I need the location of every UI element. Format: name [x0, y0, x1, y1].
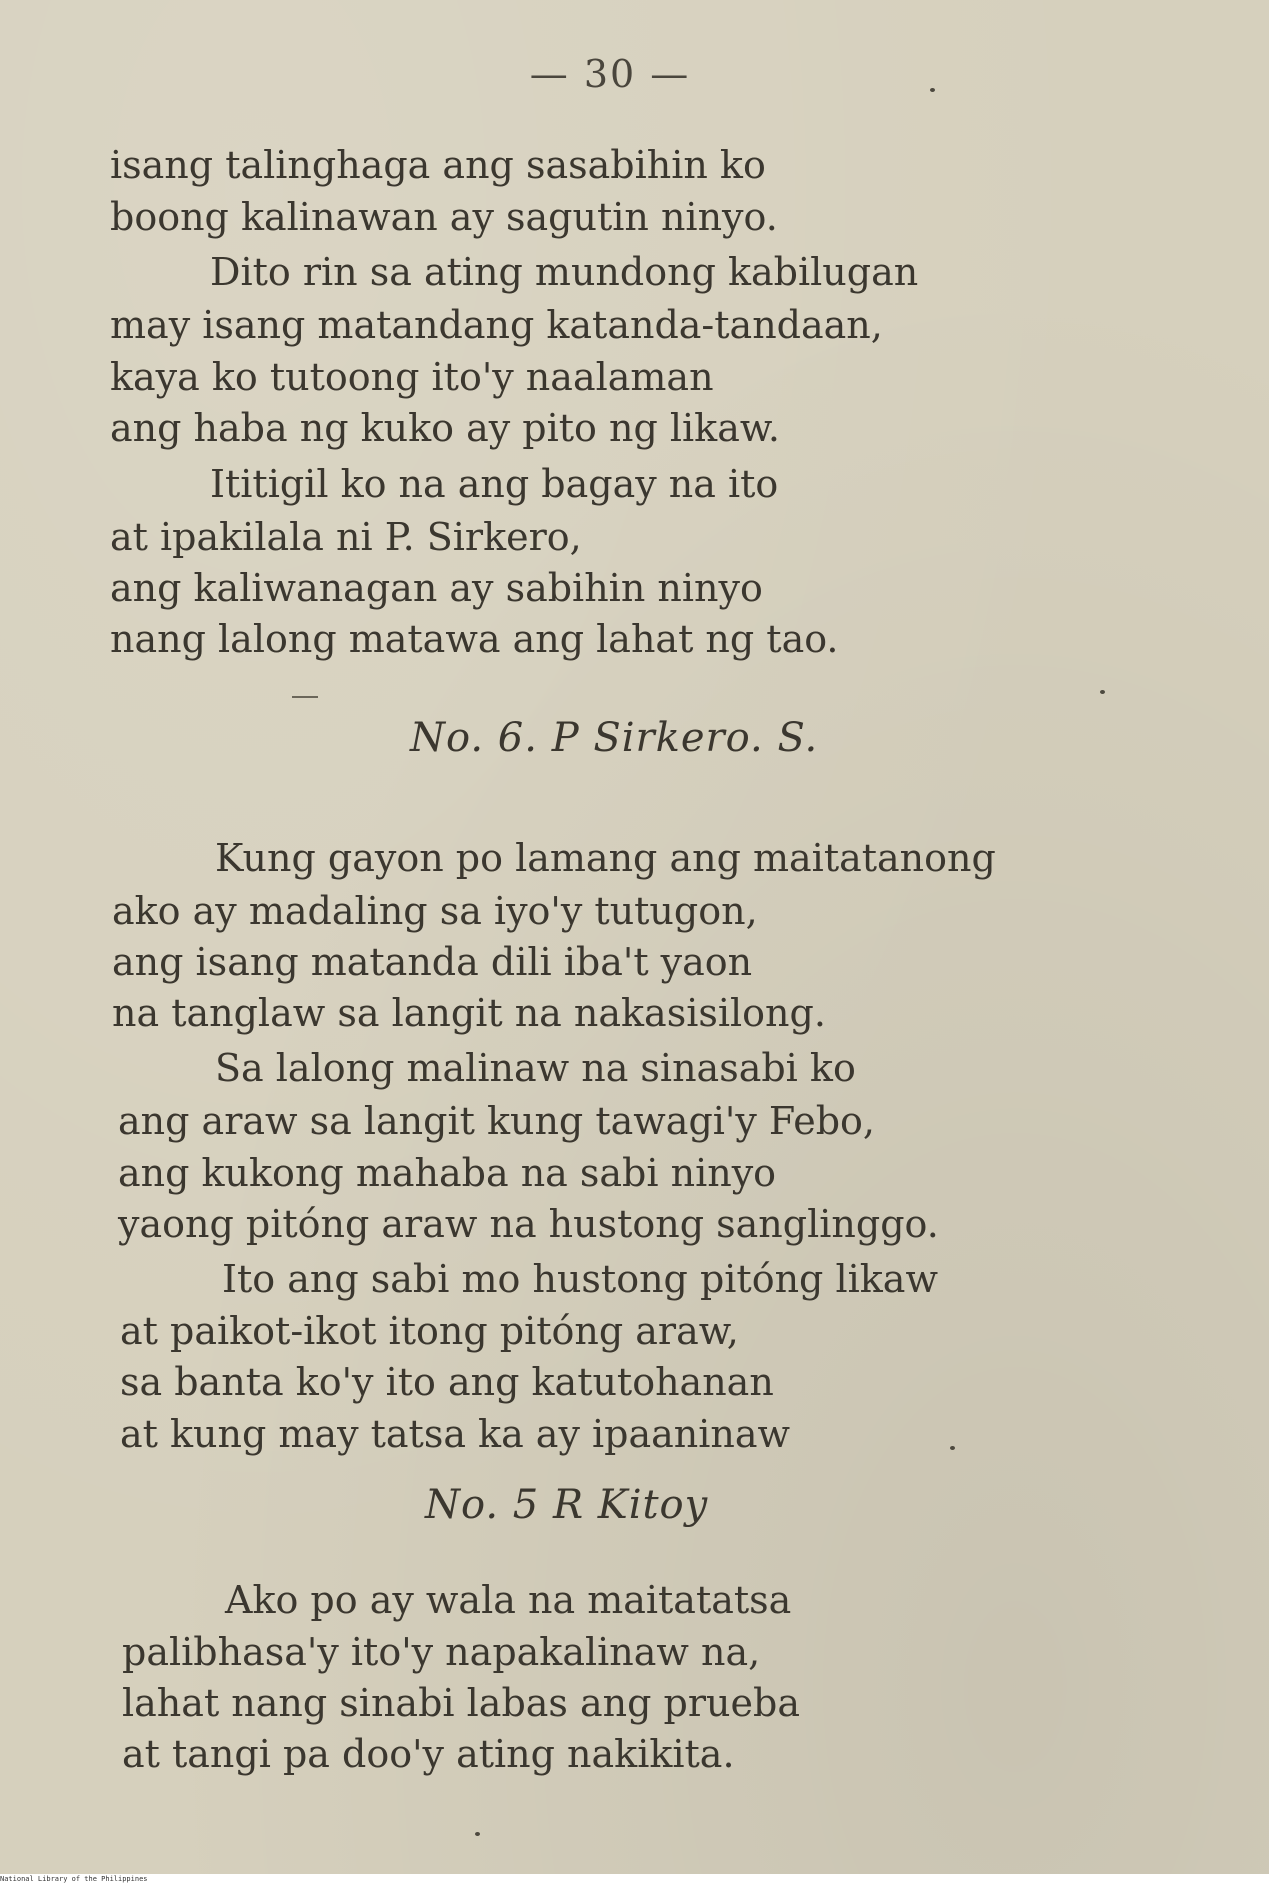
scan-speck [475, 1832, 480, 1836]
poem-line: ako ay madaling sa iyo'y tutugon, [112, 889, 758, 933]
poem-line: nang lalong matawa ang lahat ng tao. [110, 617, 839, 661]
poem-line: at ipakilala ni P. Sirkero, [110, 515, 582, 559]
poem-line: at paikot-ikot itong pitóng araw, [120, 1309, 739, 1353]
poem-line: lahat nang sinabi labas ang prueba [122, 1681, 800, 1725]
poem-line: Ititigil ko na ang bagay na ito [210, 462, 779, 506]
divider-dash [292, 696, 318, 698]
poem-line: sa banta ko'y ito ang katutohanan [120, 1360, 774, 1404]
poem-line: ang araw sa langit kung tawagi'y Febo, [118, 1099, 875, 1143]
poem-line: ang isang matanda dili iba't yaon [112, 940, 753, 984]
section-heading: No. 5 R Kitoy [425, 1482, 709, 1528]
poem-line: ang kaliwanagan ay sabihin ninyo [110, 566, 763, 610]
poem-line: isang talinghaga ang sasabihin ko [110, 143, 766, 187]
poem-line: palibhasa'y ito'y napakalinaw na, [122, 1630, 761, 1674]
poem-line: at tangi pa doo'y ating nakikita. [122, 1732, 735, 1776]
poem-line: yaong pitóng araw na hustong sanglinggo. [118, 1202, 939, 1246]
poem-line: may isang matandang katanda-tandaan, [110, 303, 883, 347]
poem-line: Ito ang sabi mo hustong pitóng likaw [222, 1257, 938, 1301]
scan-speck [950, 1446, 955, 1450]
poem-line: na tanglaw sa langit na nakasisilong. [112, 991, 826, 1035]
scan-speck [930, 88, 935, 92]
poem-line: Dito rin sa ating mundong kabilugan [210, 250, 919, 294]
poem-line: Sa lalong malinaw na sinasabi ko [215, 1046, 856, 1090]
page-number: — 30 — [529, 52, 691, 96]
section-heading: No. 6. P Sirkero. S. [410, 715, 819, 761]
poem-line: Ako po ay wala na maitatatsa [225, 1578, 792, 1622]
poem-line: ang kukong mahaba na sabi ninyo [118, 1151, 777, 1195]
footer-credit: National Library of the Philippines [0, 1875, 148, 1883]
scan-speck [1100, 690, 1105, 694]
poem-line: boong kalinawan ay sagutin ninyo. [110, 195, 778, 239]
poem-line: ang haba ng kuko ay pito ng likaw. [110, 406, 780, 450]
poem-line: Kung gayon po lamang ang maitatanong [215, 836, 996, 880]
poem-line: kaya ko tutoong ito'y naalaman [110, 355, 714, 399]
poem-line: at kung may tatsa ka ay ipaaninaw [120, 1412, 791, 1456]
